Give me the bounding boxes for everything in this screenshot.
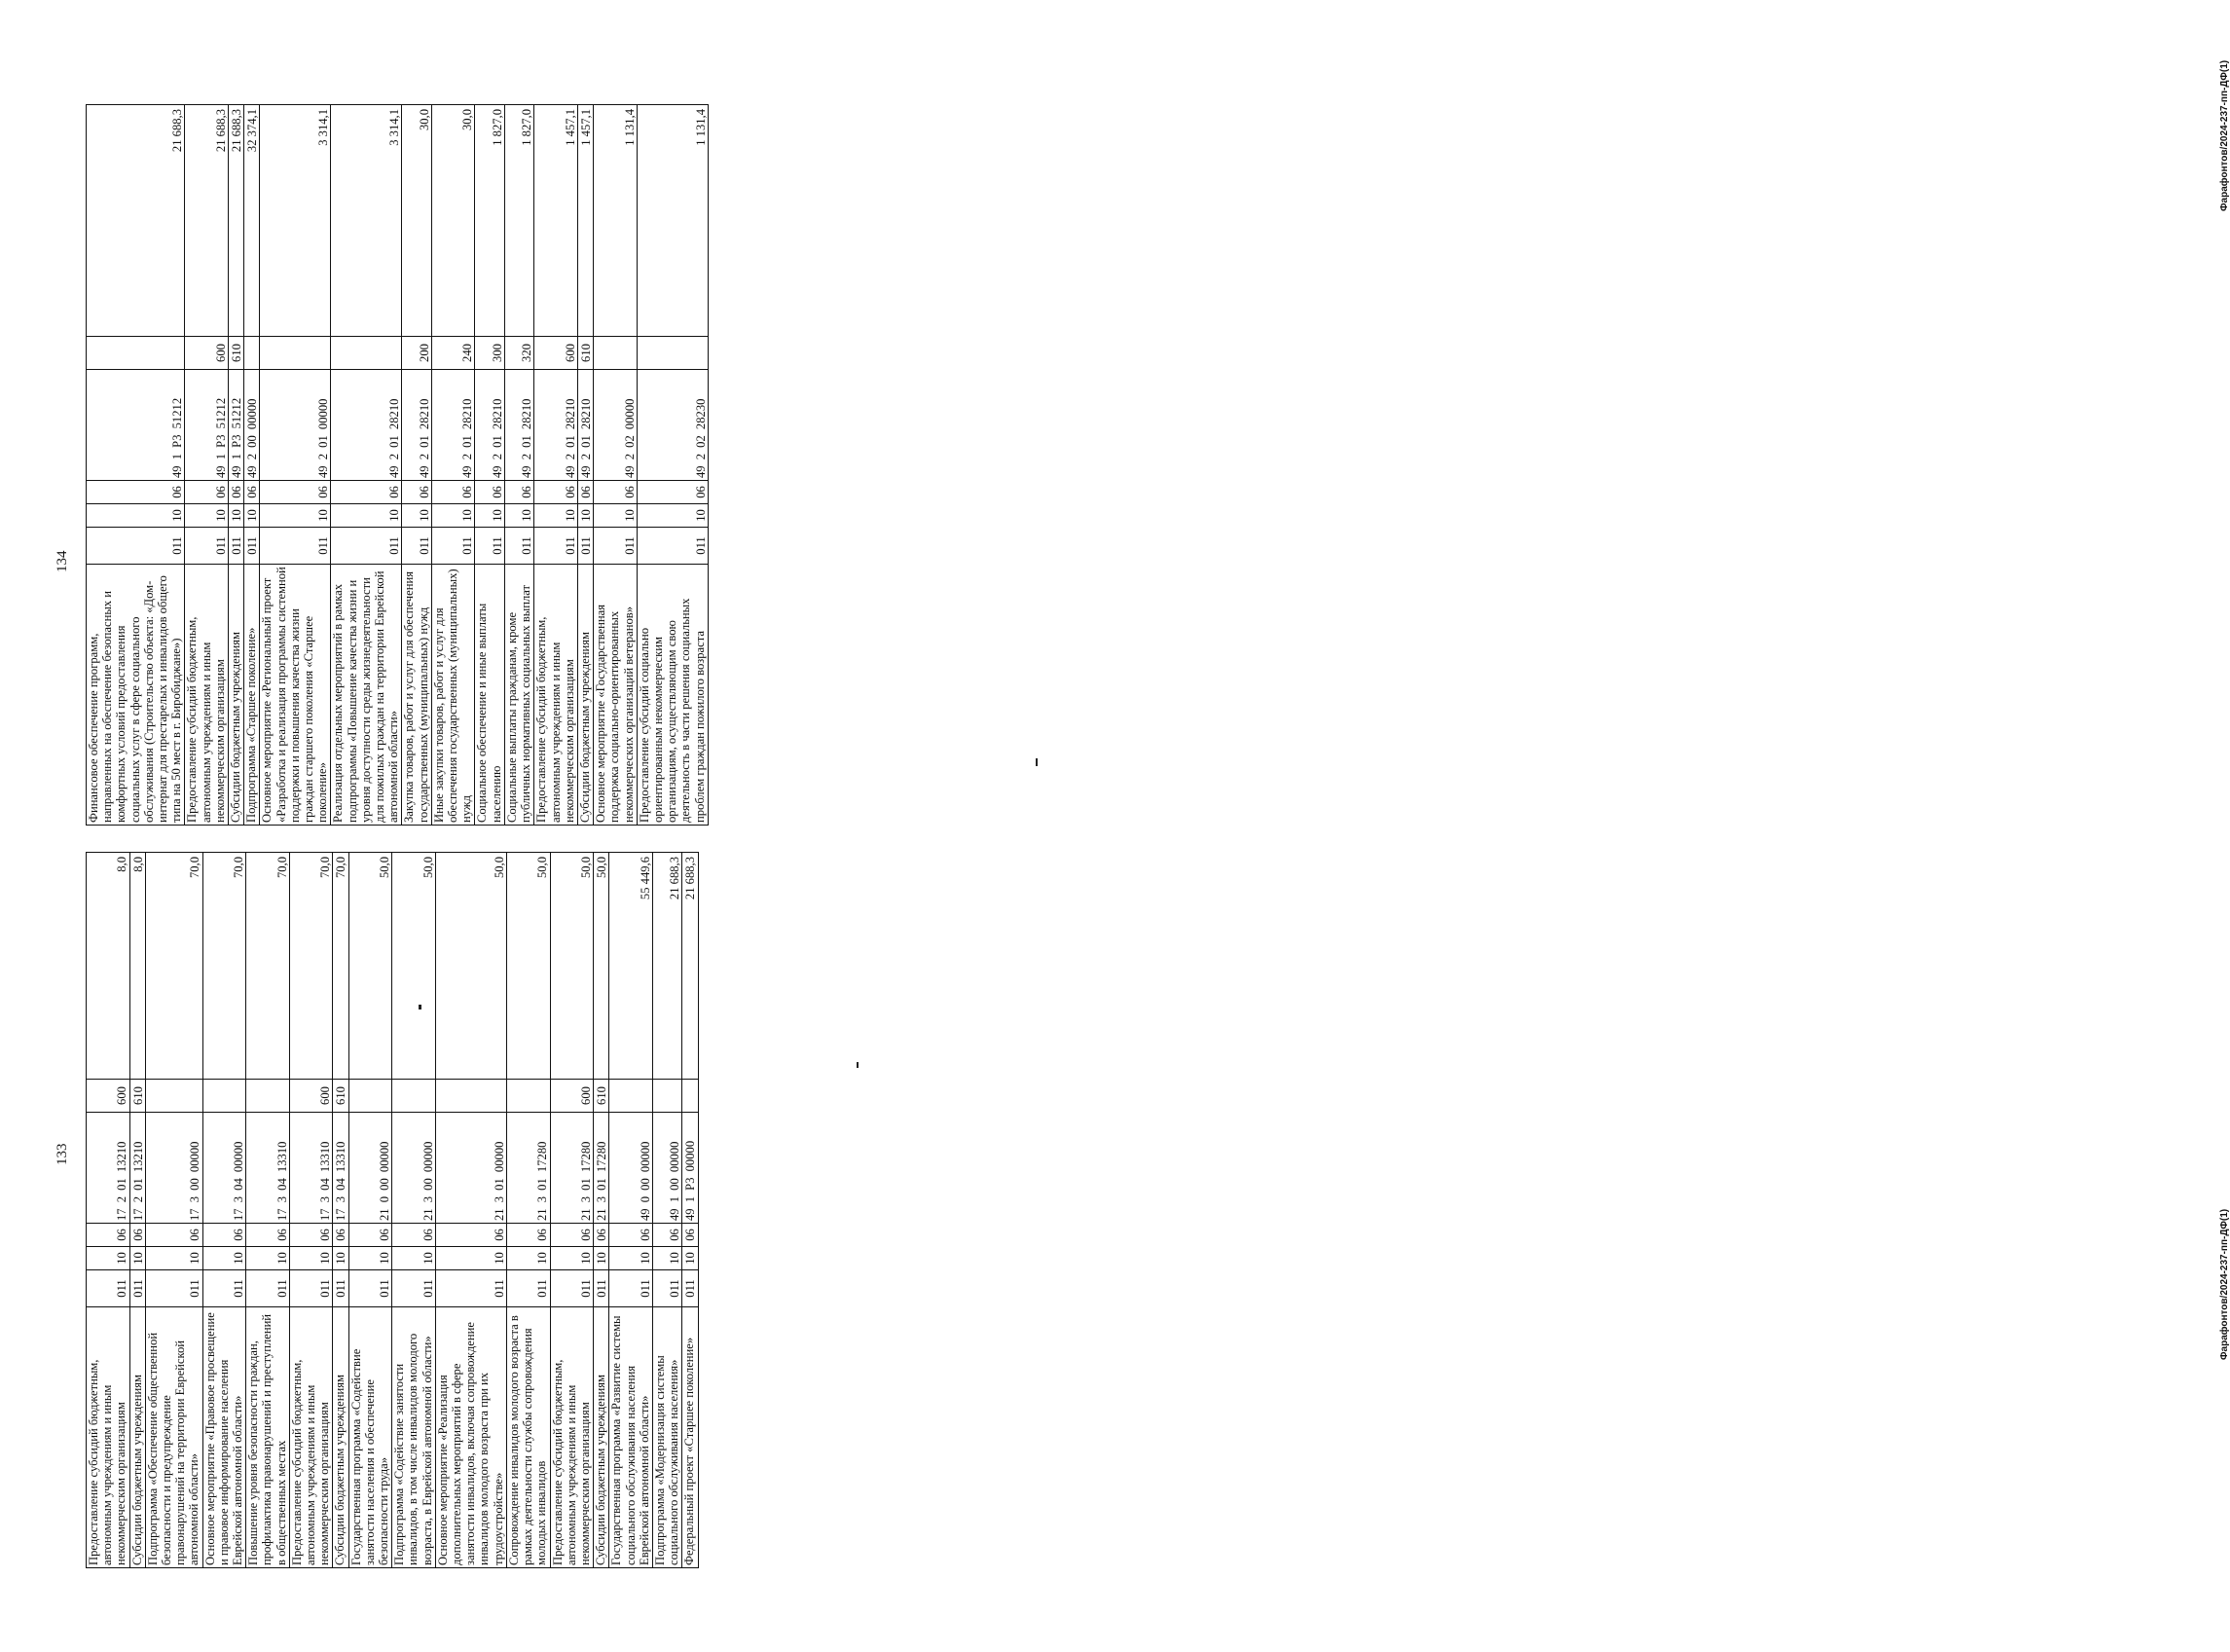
cell-rz: 10 (87, 1247, 130, 1270)
cell-pr: 06 (506, 1224, 550, 1247)
cell-rz: 10 (392, 1247, 436, 1270)
table-row (129, 853, 145, 1568)
cell-gr: 011 (87, 528, 185, 565)
cell-gr: 011 (506, 1270, 550, 1307)
row-name: Предоставление субсидий бюджетным, автономным учреждениям и иным некоммерческим организациям (185, 565, 229, 826)
cell-gr: 011 (594, 528, 638, 565)
row-name: Подпрограмма «Обеспечение общественной безопасности и предупреждение правонарушений на территории Еврейской автономной области» (145, 1307, 202, 1568)
cell-pr: 06 (87, 1224, 130, 1247)
cell-sum: 50,0 (550, 853, 594, 1080)
cell-vr (331, 337, 402, 370)
cell-sum: 70,0 (333, 853, 348, 1080)
table-row (348, 853, 392, 1568)
cell-pr: 06 (129, 1224, 145, 1247)
cell-gr: 011 (402, 528, 431, 565)
cell-pr: 06 (594, 1224, 609, 1247)
row-name: Субсидии бюджетным учреждениям (333, 1307, 348, 1568)
table-row (145, 853, 202, 1568)
cell-gr: 011 (550, 1270, 594, 1307)
cell-rz: 10 (185, 504, 229, 528)
cell-rz: 10 (331, 504, 402, 528)
cell-pr: 06 (229, 481, 244, 504)
cell-pr: 06 (202, 1224, 246, 1247)
cell-sum: 1 457,1 (534, 105, 578, 337)
cell-rz: 10 (229, 504, 244, 528)
table-row (87, 853, 130, 1568)
cell-pr: 06 (246, 1224, 290, 1247)
page-number: 133 (55, 1143, 70, 1165)
row-name: Государственная программа «Содействие занятости населения и обеспечение безопасности труда» (348, 1307, 392, 1568)
cell-gr: 011 (260, 528, 331, 565)
cell-gr: 011 (202, 1270, 246, 1307)
table-row (260, 105, 331, 826)
cell-cs: 17 3 04 13310 (333, 1113, 348, 1224)
page-number: 134 (55, 550, 70, 572)
cell-pr: 06 (244, 481, 260, 504)
row-name: Основное мероприятие «Государственная поддержка социально-ориентированных некоммерческих организаций ветеранов» (594, 565, 638, 826)
cell-vr (87, 337, 185, 370)
footer-band (1110, 0, 2230, 1652)
table-row (534, 105, 578, 826)
row-name: Иные закупки товаров, работ и услуг для обеспечения государственных (муниципальных) нужд (431, 565, 475, 826)
cell-sum: 1 827,0 (504, 105, 533, 337)
cell-pr: 06 (431, 481, 475, 504)
row-name: Финансовое обеспечение программ, направленных на обеспечение безопасных и комфортных условий предоставления социальных услуг в сфере социального обслуживания (Строительство объекта: «Дом-интернат для престарелых и инвалидов общего типа на 50 мест в г. Биробиджане») (87, 565, 185, 826)
cell-vr (435, 1080, 506, 1113)
row-name: Подпрограмма «Модернизация системы социального обслуживания населения» (652, 1307, 681, 1568)
cell-sum: 21 688,3 (87, 105, 185, 337)
cell-rz: 10 (550, 1247, 594, 1270)
cell-vr (348, 1080, 392, 1113)
row-name: Государственная программа «Развитие системы социального обслуживания населения Еврейской автономной области» (609, 1307, 653, 1568)
table-row (333, 853, 348, 1568)
cell-sum: 50,0 (392, 853, 436, 1080)
cell-rz: 10 (289, 1247, 333, 1270)
cell-sum: 55 449,6 (609, 853, 653, 1080)
table-row (506, 853, 550, 1568)
table-row (289, 853, 333, 1568)
page-133 (0, 826, 1168, 1652)
cell-pr: 06 (392, 1224, 436, 1247)
row-name: Субсидии бюджетным учреждениям (594, 1307, 609, 1568)
cell-sum: 50,0 (435, 853, 506, 1080)
cell-rz: 10 (348, 1247, 392, 1270)
table-row (637, 105, 708, 826)
cell-cs: 17 3 00 00000 (145, 1113, 202, 1224)
cell-cs: 21 3 00 00000 (392, 1113, 436, 1224)
cell-cs: 21 0 00 00000 (348, 1113, 392, 1224)
cell-vr: 610 (594, 1080, 609, 1113)
cell-rz: 10 (402, 504, 431, 528)
cell-gr: 011 (637, 528, 708, 565)
row-name: Предоставление субсидий бюджетным, автономным учреждениям и иным некоммерческим организациям (87, 1307, 130, 1568)
row-name: Социальное обеспечение и иные выплаты населению (475, 565, 504, 826)
cell-gr: 011 (577, 528, 593, 565)
budget-table (86, 104, 709, 826)
cell-vr (652, 1080, 681, 1113)
cell-sum: 1 131,4 (594, 105, 638, 337)
row-name: Основное мероприятие «Реализация дополнительных мероприятий в сфере занятости инвалидов, включая сопровождение инвалидов молодого возраста при их трудоустройстве» (435, 1307, 506, 1568)
row-name: Предоставление субсидий бюджетным, автономным учреждениям и иным некоммерческим организациям (289, 1307, 333, 1568)
cell-cs: 49 1 Р3 51212 (185, 370, 229, 481)
cell-vr (637, 337, 708, 370)
table-row (246, 853, 290, 1568)
cell-pr: 06 (289, 1224, 333, 1247)
cell-rz: 10 (244, 504, 260, 528)
cell-rz: 10 (431, 504, 475, 528)
cell-gr: 011 (87, 1270, 130, 1307)
cell-gr: 011 (331, 528, 402, 565)
cell-rz: 10 (202, 1247, 246, 1270)
cell-cs: 17 2 01 13210 (87, 1113, 130, 1224)
cell-cs: 17 3 04 00000 (202, 1113, 246, 1224)
cell-sum: 50,0 (506, 853, 550, 1080)
cell-vr: 610 (333, 1080, 348, 1113)
cell-sum: 30,0 (402, 105, 431, 337)
cell-rz: 10 (637, 504, 708, 528)
cell-cs: 21 3 01 00000 (435, 1113, 506, 1224)
row-name: Предоставление субсидий социально ориентированным некоммерческим организациям, осуществляющим свою деятельность в части решения социальных проблем граждан пожилого возраста (637, 565, 708, 826)
cell-vr (260, 337, 331, 370)
cell-sum: 8,0 (129, 853, 145, 1080)
row-name: Основное мероприятие «Региональный проект «Разработка и реализация программы системной поддержки и повышения качества жизни граждан старшего поколения «Старшее поколение» (260, 565, 331, 826)
cell-cs: 21 3 01 17280 (594, 1113, 609, 1224)
cell-sum: 21 688,3 (185, 105, 229, 337)
cell-gr: 011 (392, 1270, 436, 1307)
cell-sum: 50,0 (348, 853, 392, 1080)
cell-rz: 10 (682, 1247, 698, 1270)
table-body (87, 853, 699, 1568)
cell-vr (682, 1080, 698, 1113)
cell-gr: 011 (431, 528, 475, 565)
cell-sum: 32 374,1 (244, 105, 260, 337)
cell-vr: 610 (229, 337, 244, 370)
footer-stamp-left: Фарафонтов/2024-237-пп-ДФ(1) (2219, 1208, 2230, 1360)
table-row (331, 105, 402, 826)
cell-pr: 06 (87, 481, 185, 504)
table-row (594, 105, 638, 826)
cell-cs: 49 1 00 00000 (652, 1113, 681, 1224)
cell-sum: 70,0 (289, 853, 333, 1080)
cell-vr (202, 1080, 246, 1113)
cell-pr: 06 (260, 481, 331, 504)
table-row (550, 853, 594, 1568)
row-name: Повышение уровня безопасности граждан, профилактика правонарушений и преступлений в общественных местах (246, 1307, 290, 1568)
cell-cs: 49 0 00 00000 (609, 1113, 653, 1224)
cell-rz: 10 (534, 504, 578, 528)
cell-pr: 06 (435, 1224, 506, 1247)
row-name: Реализация отдельных мероприятий в рамках подпрограммы «Повышение качества жизни и уровня доступности среды жизнедеятельности для пожилых граждан на территории Еврейской автономной области» (331, 565, 402, 826)
scan-speck (857, 1062, 859, 1068)
cell-sum: 3 314,1 (331, 105, 402, 337)
cell-cs: 49 2 01 00000 (260, 370, 331, 481)
cell-sum: 1 131,4 (637, 105, 708, 337)
cell-pr: 06 (333, 1224, 348, 1247)
cell-rz: 10 (333, 1247, 348, 1270)
table-row (185, 105, 229, 826)
cell-vr: 610 (577, 337, 593, 370)
cell-rz: 10 (246, 1247, 290, 1270)
cell-rz: 10 (504, 504, 533, 528)
cell-cs: 17 2 01 13210 (129, 1113, 145, 1224)
scan-speck (1036, 758, 1038, 766)
cell-cs: 49 2 01 28210 (331, 370, 402, 481)
cell-pr: 06 (331, 481, 402, 504)
cell-sum: 8,0 (87, 853, 130, 1080)
cell-sum: 3 314,1 (260, 105, 331, 337)
cell-gr: 011 (609, 1270, 653, 1307)
cell-sum: 1 457,1 (577, 105, 593, 337)
cell-rz: 10 (594, 1247, 609, 1270)
table-row (87, 105, 185, 826)
cell-cs: 21 3 01 17280 (550, 1113, 594, 1224)
cell-pr: 06 (475, 481, 504, 504)
cell-vr (145, 1080, 202, 1113)
scan-speck (419, 1005, 421, 1010)
cell-cs: 21 3 01 17280 (506, 1113, 550, 1224)
table-row (652, 853, 681, 1568)
cell-pr: 06 (145, 1224, 202, 1247)
cell-cs: 49 2 00 00000 (244, 370, 260, 481)
cell-cs: 49 1 Р3 51212 (229, 370, 244, 481)
cell-gr: 011 (289, 1270, 333, 1307)
row-name: Сопровождение инвалидов молодого возраста в рамках деятельности службы сопровождения молодых инвалидов (506, 1307, 550, 1568)
cell-vr: 240 (431, 337, 475, 370)
cell-vr: 600 (550, 1080, 594, 1113)
cell-pr: 06 (682, 1224, 698, 1247)
cell-gr: 011 (244, 528, 260, 565)
cell-cs: 17 3 04 13310 (246, 1113, 290, 1224)
cell-sum: 70,0 (202, 853, 246, 1080)
cell-vr: 600 (289, 1080, 333, 1113)
table-row (577, 105, 593, 826)
cell-pr: 06 (609, 1224, 653, 1247)
budget-table (86, 852, 699, 1568)
cell-vr (392, 1080, 436, 1113)
cell-pr: 06 (577, 481, 593, 504)
cell-sum: 21 688,3 (652, 853, 681, 1080)
table-row (402, 105, 431, 826)
table-row (229, 105, 244, 826)
cell-gr: 011 (504, 528, 533, 565)
cell-rz: 10 (609, 1247, 653, 1270)
table-row (682, 853, 698, 1568)
cell-cs: 49 2 01 28210 (504, 370, 533, 481)
cell-vr: 320 (504, 337, 533, 370)
cell-rz: 10 (129, 1247, 145, 1270)
cell-gr: 011 (185, 528, 229, 565)
cell-vr: 600 (87, 1080, 130, 1113)
cell-gr: 011 (594, 1270, 609, 1307)
cell-pr: 06 (550, 1224, 594, 1247)
cell-cs: 49 2 01 28210 (475, 370, 504, 481)
cell-gr: 011 (333, 1270, 348, 1307)
table-row (202, 853, 246, 1568)
row-name: Субсидии бюджетным учреждениям (229, 565, 244, 826)
footer-stamp-right: Фарафонтов/2024-237-пп-ДФ(1) (2219, 59, 2230, 211)
cell-rz: 10 (435, 1247, 506, 1270)
cell-vr (244, 337, 260, 370)
cell-sum: 21 688,3 (229, 105, 244, 337)
cell-gr: 011 (435, 1270, 506, 1307)
cell-sum: 70,0 (145, 853, 202, 1080)
cell-rz: 10 (475, 504, 504, 528)
table-row (431, 105, 475, 826)
cell-vr: 600 (185, 337, 229, 370)
cell-gr: 011 (229, 528, 244, 565)
cell-sum: 1 827,0 (475, 105, 504, 337)
cell-pr: 06 (534, 481, 578, 504)
cell-pr: 06 (594, 481, 638, 504)
cell-cs: 49 2 02 28230 (637, 370, 708, 481)
row-name: Подпрограмма «Старшее поколение» (244, 565, 260, 826)
row-name: Подпрограмма «Содействие занятости инвалидов, в том числе инвалидов молодого возраста, в Еврейской автономной области» (392, 1307, 436, 1568)
cell-pr: 06 (504, 481, 533, 504)
cell-cs: 49 1 Р3 51212 (87, 370, 185, 481)
cell-cs: 49 1 Р3 00000 (682, 1113, 698, 1224)
cell-pr: 06 (652, 1224, 681, 1247)
row-name: Субсидии бюджетным учреждениям (577, 565, 593, 826)
row-name: Предоставление субсидий бюджетным, автономным учреждениям и иным некоммерческим организациям (550, 1307, 594, 1568)
cell-vr: 600 (534, 337, 578, 370)
row-name: Социальные выплаты гражданам, кроме публичных нормативных социальных выплат (504, 565, 533, 826)
cell-rz: 10 (577, 504, 593, 528)
cell-gr: 011 (246, 1270, 290, 1307)
cell-gr: 011 (145, 1270, 202, 1307)
cell-sum: 50,0 (594, 853, 609, 1080)
cell-cs: 49 2 02 00000 (594, 370, 638, 481)
row-name: Предоставление субсидий бюджетным, автономным учреждениям и иным некоммерческим организациям (534, 565, 578, 826)
cell-gr: 011 (534, 528, 578, 565)
cell-gr: 011 (682, 1270, 698, 1307)
cell-cs: 17 3 04 13310 (289, 1113, 333, 1224)
table-row (609, 853, 653, 1568)
cell-vr (609, 1080, 653, 1113)
row-name: Федеральный проект «Старшее поколение» (682, 1307, 698, 1568)
table-row (244, 105, 260, 826)
cell-vr (246, 1080, 290, 1113)
cell-vr: 300 (475, 337, 504, 370)
cell-cs: 49 2 01 28210 (402, 370, 431, 481)
cell-vr (506, 1080, 550, 1113)
cell-vr: 610 (129, 1080, 145, 1113)
row-name: Субсидии бюджетным учреждениям (129, 1307, 145, 1568)
table-row (594, 853, 609, 1568)
cell-cs: 49 2 01 28210 (431, 370, 475, 481)
cell-pr: 06 (185, 481, 229, 504)
cell-pr: 06 (402, 481, 431, 504)
cell-vr: 200 (402, 337, 431, 370)
table-row (392, 853, 436, 1568)
cell-cs: 49 2 01 28210 (577, 370, 593, 481)
cell-pr: 06 (637, 481, 708, 504)
cell-sum: 30,0 (431, 105, 475, 337)
table-row (435, 853, 506, 1568)
cell-rz: 10 (87, 504, 185, 528)
cell-rz: 10 (652, 1247, 681, 1270)
row-name: Закупка товаров, работ и услуг для обеспечения государственных (муниципальных) нужд (402, 565, 431, 826)
cell-rz: 10 (506, 1247, 550, 1270)
page-134 (0, 0, 1168, 826)
cell-rz: 10 (260, 504, 331, 528)
table-row (504, 105, 533, 826)
cell-gr: 011 (348, 1270, 392, 1307)
cell-sum: 21 688,3 (682, 853, 698, 1080)
cell-sum: 70,0 (246, 853, 290, 1080)
cell-cs: 49 2 01 28210 (534, 370, 578, 481)
cell-vr (594, 337, 638, 370)
cell-gr: 011 (129, 1270, 145, 1307)
cell-gr: 011 (652, 1270, 681, 1307)
cell-rz: 10 (145, 1247, 202, 1270)
cell-rz: 10 (594, 504, 638, 528)
row-name: Основное мероприятие «Правовое просвещение и правовое информирование населения Еврейской автономной области» (202, 1307, 246, 1568)
cell-gr: 011 (475, 528, 504, 565)
cell-pr: 06 (348, 1224, 392, 1247)
table-body (87, 105, 709, 826)
table-row (475, 105, 504, 826)
